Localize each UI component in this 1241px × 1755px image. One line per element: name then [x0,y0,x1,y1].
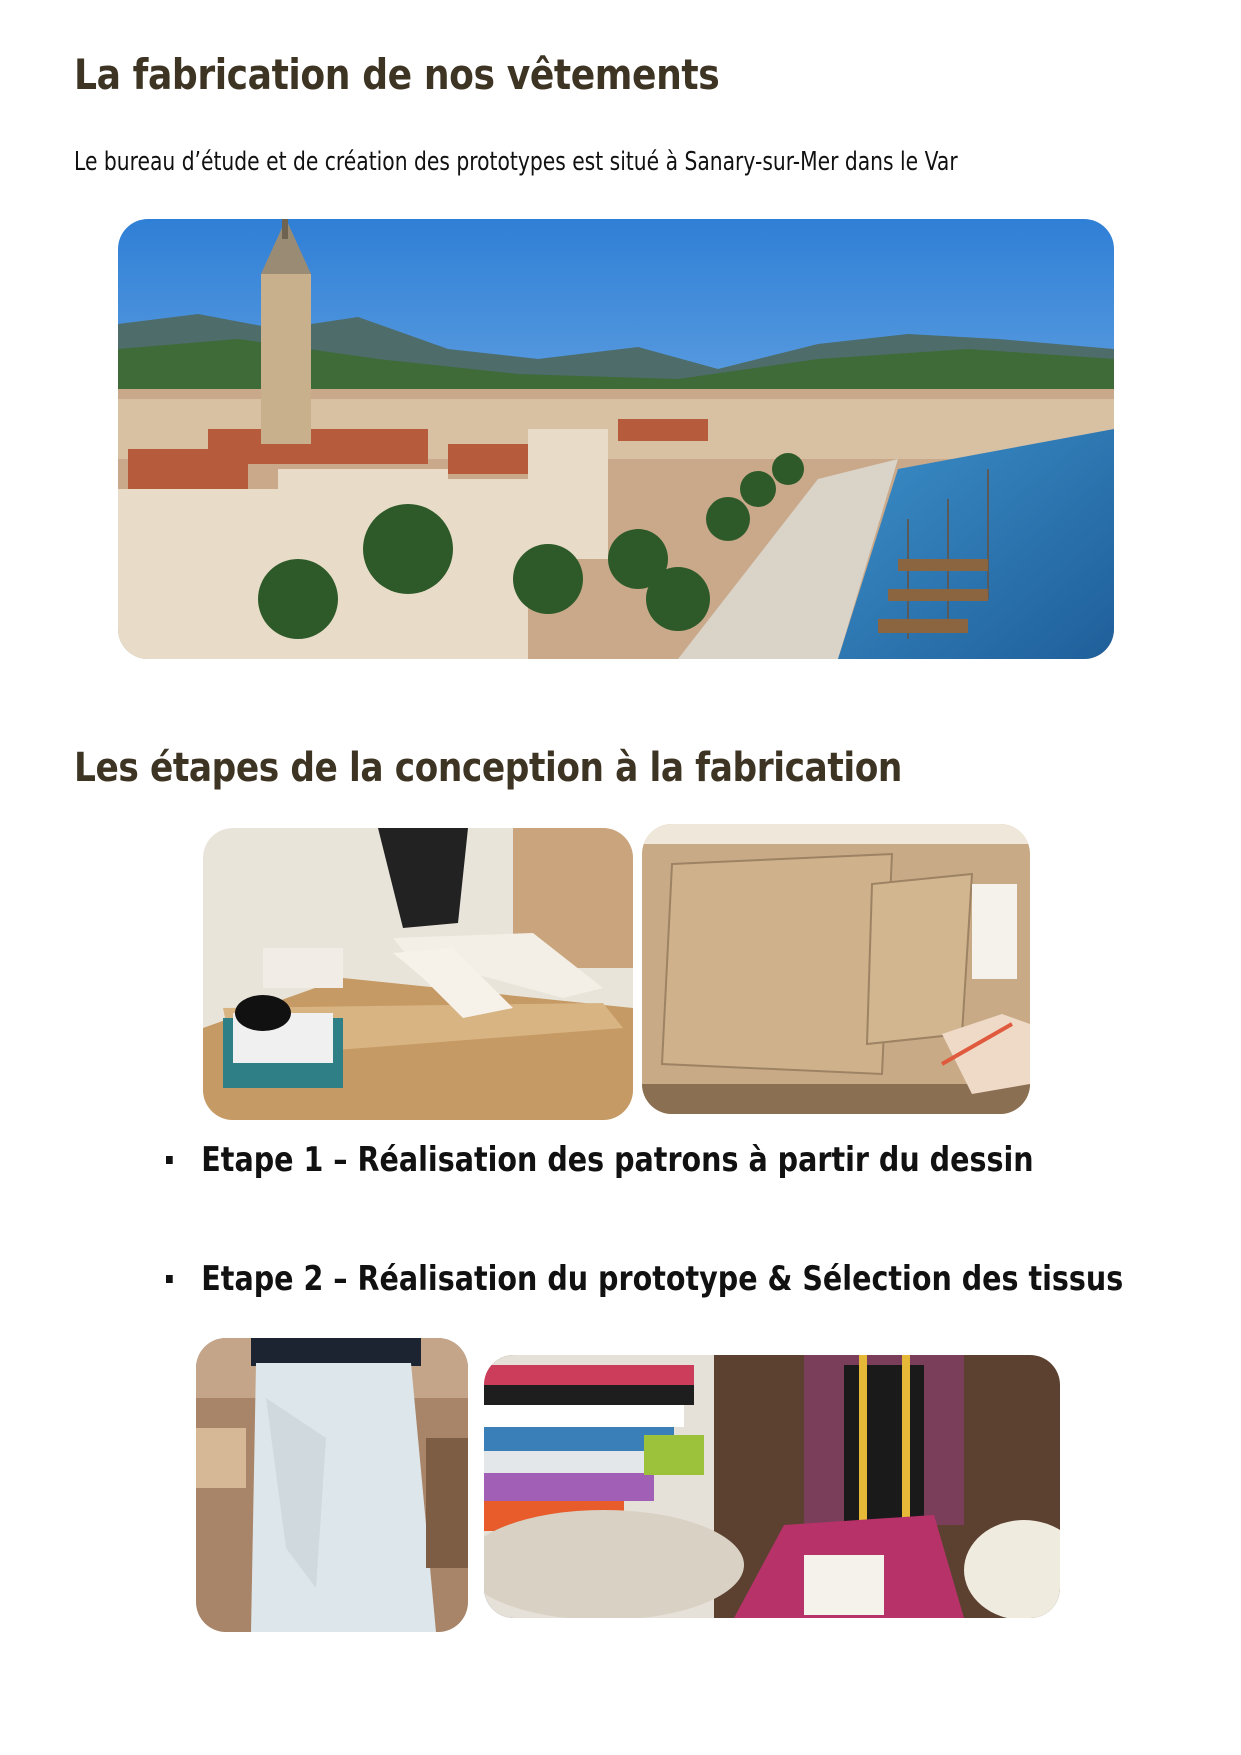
fabric-selection-photo [484,1355,1060,1618]
pattern-cutting-photo [203,828,633,1120]
pattern-drafting-photo [642,824,1030,1114]
page-title: La fabrication de nos vêtements [74,50,720,99]
sanary-harbour-photo [118,219,1114,659]
prototype-skirt-photo [196,1338,468,1632]
step-1-item [166,1140,1034,1180]
bullet-icon [166,1156,173,1164]
step-2-label: Etape 2 – Réalisation du prototype & Sélection des tissus [201,1259,1124,1299]
section-title: Les étapes de la conception à la fabrication [74,745,902,791]
page-subtitle: Le bureau d’étude et de création des prototypes est situé à Sanary-sur-Mer dans le Var [74,147,958,177]
bullet-icon [166,1275,173,1283]
step-1-label: Etape 1 – Réalisation des patrons à partir du dessin [201,1140,1034,1180]
step-2-item [166,1259,1123,1299]
